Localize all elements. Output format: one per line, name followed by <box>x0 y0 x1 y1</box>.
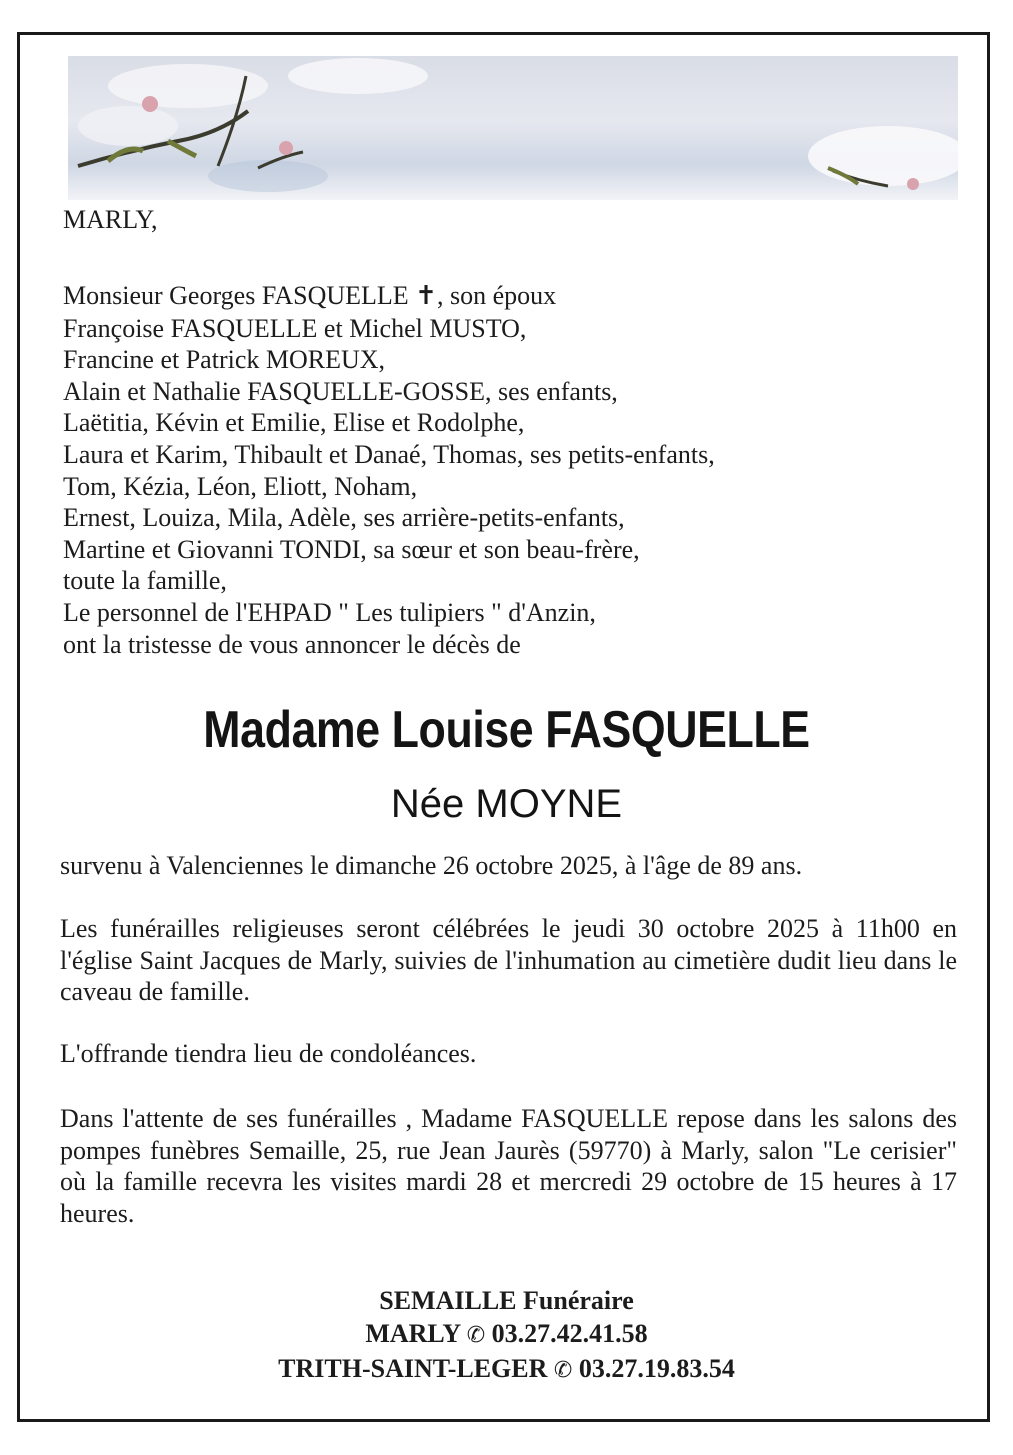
branch-line <box>0 1352 1013 1387</box>
family-list <box>63 280 715 660</box>
family-line: Alain et Nathalie FASQUELLE-GOSSE, ses enfants, <box>63 376 618 406</box>
family-line: Ernest, Louiza, Mila, Adèle, ses arrière-petits-enfants, <box>63 503 625 533</box>
phone-icon: ✆ <box>466 1323 486 1348</box>
family-line: Le personnel de l'EHPAD " Les tulipiers " d'Anzin, <box>63 597 596 627</box>
company-name: SEMAILLE Funéraire <box>379 1286 634 1315</box>
birth-name: Née MOYNE <box>390 782 623 826</box>
family-line: Martine et Giovanni TONDI, sa sœur et son beau-frère, <box>63 534 640 564</box>
branch-city: MARLY <box>365 1319 461 1348</box>
flower-branch-image <box>68 56 958 200</box>
funeral-home-footer <box>0 1284 1013 1387</box>
family-line: Laura et Karim, Thibault et Danaé, Thomas, ses petits-enfants, <box>63 439 715 469</box>
branch-phone: 03.27.42.41.58 <box>491 1319 648 1348</box>
deceased-name: Madame Louise FASQUELLE <box>203 701 810 759</box>
branch-phone: 03.27.19.83.54 <box>578 1354 735 1383</box>
family-line: Francine et Patrick MOREUX, <box>63 345 386 375</box>
family-line: Françoise FASQUELLE et Michel MUSTO, <box>63 313 527 343</box>
family-line: Monsieur Georges FASQUELLE ✝, son époux <box>63 281 557 311</box>
death-paragraph: survenu à Valenciennes le dimanche 26 octobre 2025, à l'âge de 89 ans. <box>60 851 803 880</box>
family-line: Laëtitia, Kévin et Emilie, Elise et Rodolphe, <box>63 408 525 438</box>
viewing-paragraph: Dans l'attente de ses funérailles , Madame FASQUELLE repose dans les salons des pompes funèbres Semaille, 25, rue Jean Jaurès (59770) à Marly, salon "Le cerisier" où la famille recevra les visites mardi 28 et mercredi 29 octobre de 15 heures à 17 heures. <box>60 1104 957 1228</box>
funeral-paragraph: Les funérailles religieuses seront célébrées le jeudi 30 octobre 2025 à 11h00 en l'église Saint Jacques de Marly, suivies de l'inhumation au cimetière dudit lieu dans le caveau de famille. <box>60 914 957 1006</box>
offering-paragraph: L'offrande tiendra lieu de condoléances. <box>60 1039 477 1068</box>
family-line: ont la tristesse de vous annoncer le décès de <box>63 629 521 659</box>
family-line: Tom, Kézia, Léon, Eliott, Noham, <box>63 471 418 501</box>
town-heading: MARLY, <box>63 205 158 234</box>
family-line: toute la famille, <box>63 566 227 596</box>
cross-icon: ✝ <box>415 281 437 311</box>
floral-banner <box>68 56 958 200</box>
branch-line <box>0 1317 1013 1352</box>
phone-icon: ✆ <box>553 1358 573 1383</box>
branch-city: TRITH-SAINT-LEGER <box>278 1354 548 1383</box>
